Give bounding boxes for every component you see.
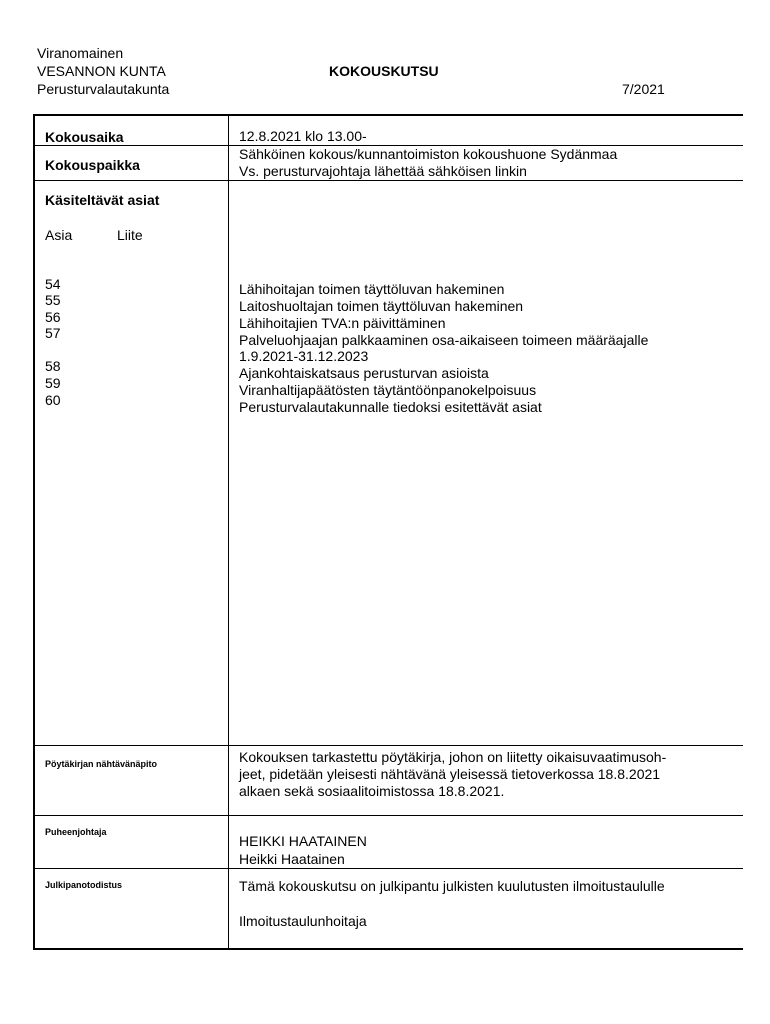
row-divider-chair <box>33 868 743 869</box>
agenda-number: 57 <box>45 325 61 341</box>
minutes-text-line: alkaen sekä sosiaalitoimistossa 18.8.2021. <box>239 783 505 799</box>
agenda-item: Perusturvalautakunnalle tiedoksi esitettävät asiat <box>239 399 542 415</box>
agenda-item: Viranhaltijapäätösten täytäntöönpanokelpoisuus <box>239 382 537 398</box>
meeting-place-line: Vs. perusturvajohtaja lähettää sähköisen linkin <box>239 163 527 179</box>
table-left-border <box>33 114 35 950</box>
agenda-col-liite: Liite <box>117 227 143 243</box>
meeting-time-value: 12.8.2021 klo 13.00- <box>239 128 367 144</box>
minutes-text-line: jeet, pidetään yleisesti nähtävänä yleisessä tietoverkossa 18.8.2021 <box>239 766 661 782</box>
table-bottom-border <box>33 948 743 950</box>
notice-signer: Ilmoitustaulunhoitaja <box>239 913 367 929</box>
table-top-border <box>33 114 743 116</box>
row-divider-agenda <box>33 745 743 746</box>
notice-text: Tämä kokouskutsu on julkipantu julkisten kuulutusten ilmoitustaululle <box>239 878 665 894</box>
org-label: Viranomainen <box>37 45 124 61</box>
document-title: KOKOUSKUTSU <box>329 63 439 79</box>
agenda-number: 56 <box>45 309 61 325</box>
row-divider-place <box>33 180 743 181</box>
agenda-number: 60 <box>45 392 61 408</box>
org-name: VESANNON KUNTA <box>37 63 166 79</box>
agenda-number: 55 <box>45 292 61 308</box>
meeting-time-label: Kokousaika <box>45 129 124 145</box>
agenda-col-asia: Asia <box>45 227 73 243</box>
row-divider-minutes <box>33 815 743 816</box>
chair-name: Heikki Haatainen <box>239 851 345 867</box>
chair-label: Puheenjohtaja <box>45 827 107 837</box>
agenda-item: Ajankohtaiskatsaus perusturvan asioista <box>239 365 489 381</box>
agenda-item: Lähihoitajien TVA:n päivittäminen <box>239 315 446 331</box>
column-divider <box>228 114 229 950</box>
agenda-number: 59 <box>45 375 61 391</box>
agenda-heading: Käsiteltävät asiat <box>45 192 160 208</box>
org-committee: Perusturvalautakunta <box>37 81 170 97</box>
agenda-item: Lähihoitajan toimen täyttöluvan hakeminen <box>239 281 505 297</box>
document-number: 7/2021 <box>622 81 665 97</box>
agenda-number: 58 <box>45 358 61 374</box>
agenda-item: Laitoshuoltajan toimen täyttöluvan hakeminen <box>239 298 524 314</box>
chair-name-upper: HEIKKI HAATAINEN <box>239 833 367 849</box>
agenda-number: 54 <box>45 276 61 292</box>
minutes-label: Pöytäkirjan nähtävänäpito <box>45 759 158 769</box>
notice-label: Julkipanotodistus <box>45 880 123 890</box>
minutes-text-line: Kokouksen tarkastettu pöytäkirja, johon on liitetty oikaisuvaatimusoh- <box>239 749 667 765</box>
meeting-place-label: Kokouspaikka <box>45 157 140 173</box>
agenda-item: Palveluohjaajan palkkaaminen osa-aikaiseen toimeen määräajalle <box>239 332 649 348</box>
meeting-place-line: Sähköinen kokous/kunnantoimiston kokoushuone Sydänmaa <box>239 146 618 162</box>
agenda-item: 1.9.2021-31.12.2023 <box>239 348 369 364</box>
